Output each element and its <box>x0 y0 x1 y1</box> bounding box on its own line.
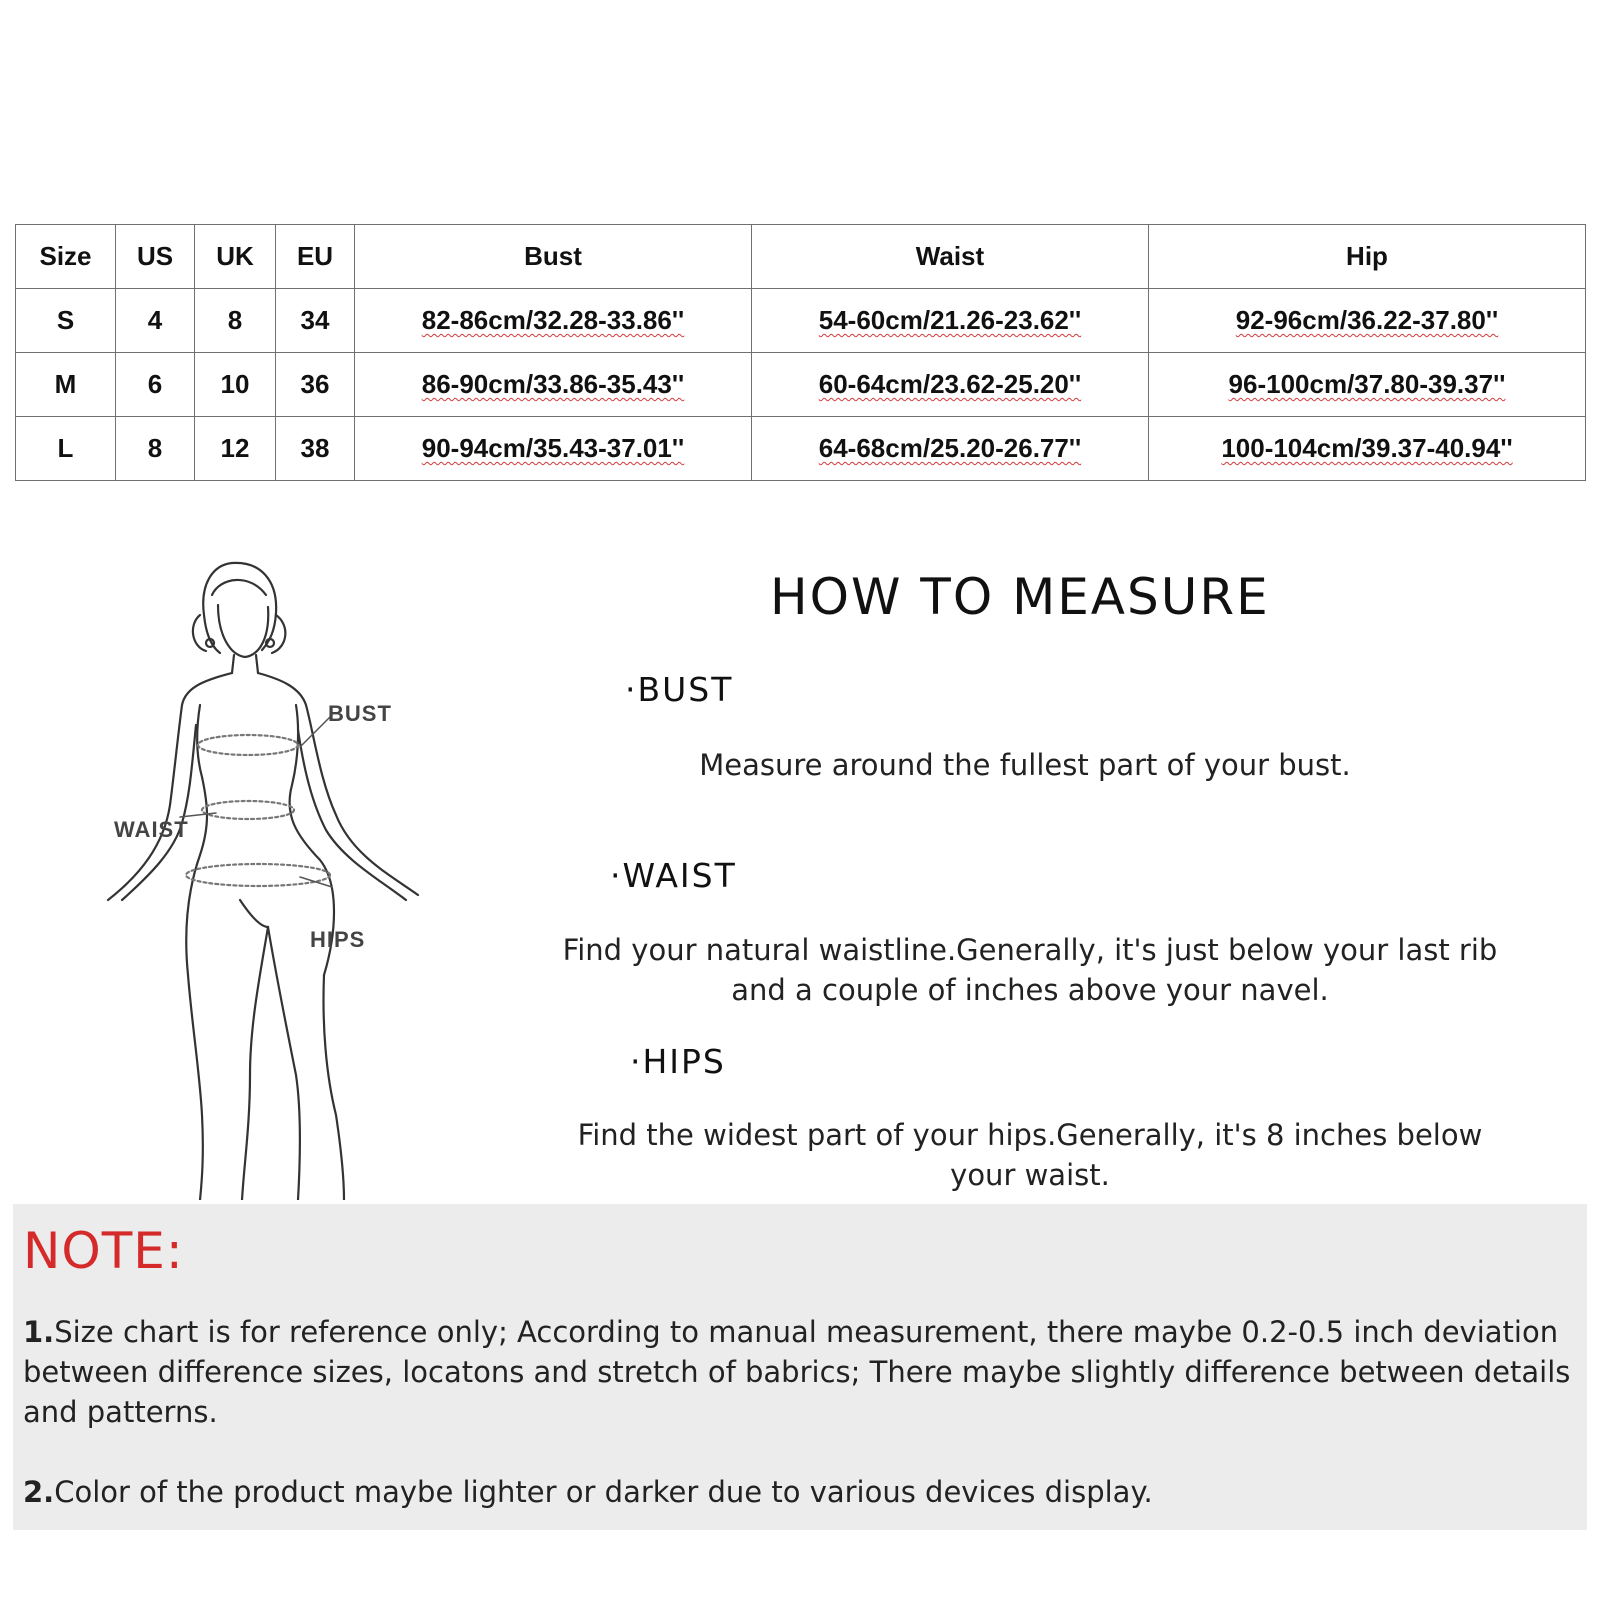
waist-figure-label: WAIST <box>114 817 189 842</box>
table-row <box>16 353 1586 417</box>
cell-bust <box>355 289 752 353</box>
header-waist: Waist <box>752 225 1149 289</box>
hips-figure-label: HIPS <box>310 927 366 952</box>
bust-heading: ·BUST <box>625 670 734 709</box>
header-us: US <box>116 225 195 289</box>
cell-us: 4 <box>116 289 195 353</box>
how-to-measure-title: HOW TO MEASURE <box>770 568 1270 626</box>
waist-value: 64-68cm/25.20-26.77'' <box>818 433 1082 463</box>
waist-instructions-line1: Find your natural waistline.Generally, it's just below your last rib <box>562 933 1498 967</box>
bust-value: 86-90cm/33.86-35.43'' <box>421 369 685 399</box>
cell-bust <box>355 353 752 417</box>
cell-hip <box>1149 417 1586 481</box>
bust-figure-label: BUST <box>328 701 392 726</box>
bust-value: 90-94cm/35.43-37.01'' <box>421 433 685 463</box>
waist-value: 54-60cm/21.26-23.62'' <box>818 305 1082 335</box>
cell-us: 8 <box>116 417 195 481</box>
note-title: NOTE: <box>23 1222 184 1280</box>
hip-value: 96-100cm/37.80-39.37'' <box>1228 369 1506 399</box>
note-item-1 <box>23 1312 1578 1432</box>
cell-size: L <box>16 417 116 481</box>
body-measurement-figure <box>100 555 440 1200</box>
hips-heading: ·HIPS <box>630 1042 726 1081</box>
note-item-2 <box>23 1472 1578 1512</box>
bust-value: 82-86cm/32.28-33.86'' <box>421 305 685 335</box>
header-hip: Hip <box>1149 225 1586 289</box>
cell-waist <box>752 289 1149 353</box>
cell-eu: 34 <box>276 289 355 353</box>
cell-size: M <box>16 353 116 417</box>
cell-us: 6 <box>116 353 195 417</box>
cell-size: S <box>16 289 116 353</box>
header-uk: UK <box>195 225 276 289</box>
cell-hip <box>1149 289 1586 353</box>
note-item-1-text: Size chart is for reference only; According to manual measurement, there maybe 0.2-0.5 inch deviation between difference sizes, locatons and stretch of babrics; There maybe slightly difference between details and patterns. <box>23 1315 1571 1429</box>
hips-instructions-line1: Find the widest part of your hips.Generally, it's 8 inches below <box>577 1118 1483 1152</box>
note-item-1-number: 1. <box>23 1315 55 1349</box>
cell-bust <box>355 417 752 481</box>
cell-eu: 38 <box>276 417 355 481</box>
cell-eu: 36 <box>276 353 355 417</box>
bust-instructions: Measure around the fullest part of your bust. <box>699 748 1351 782</box>
cell-uk: 8 <box>195 289 276 353</box>
waist-heading: ·WAIST <box>610 856 737 895</box>
header-eu: EU <box>276 225 355 289</box>
waist-instructions-line2: and a couple of inches above your navel. <box>731 973 1329 1007</box>
body-outline-illustration <box>100 555 440 1200</box>
table-row <box>16 289 1586 353</box>
hip-value: 92-96cm/36.22-37.80'' <box>1235 305 1499 335</box>
header-size: Size <box>16 225 116 289</box>
size-chart-table <box>15 224 1586 481</box>
cell-hip <box>1149 353 1586 417</box>
cell-waist <box>752 353 1149 417</box>
hips-instructions-line2: your waist. <box>950 1158 1110 1192</box>
waist-value: 60-64cm/23.62-25.20'' <box>818 369 1082 399</box>
note-item-2-number: 2. <box>23 1475 55 1509</box>
note-section <box>13 1204 1587 1530</box>
table-row <box>16 417 1586 481</box>
table-header-row <box>16 225 1586 289</box>
hip-value: 100-104cm/39.37-40.94'' <box>1221 433 1513 463</box>
note-item-2-text: Color of the product maybe lighter or darker due to various devices display. <box>54 1475 1153 1509</box>
cell-uk: 12 <box>195 417 276 481</box>
header-bust: Bust <box>355 225 752 289</box>
cell-waist <box>752 417 1149 481</box>
cell-uk: 10 <box>195 353 276 417</box>
